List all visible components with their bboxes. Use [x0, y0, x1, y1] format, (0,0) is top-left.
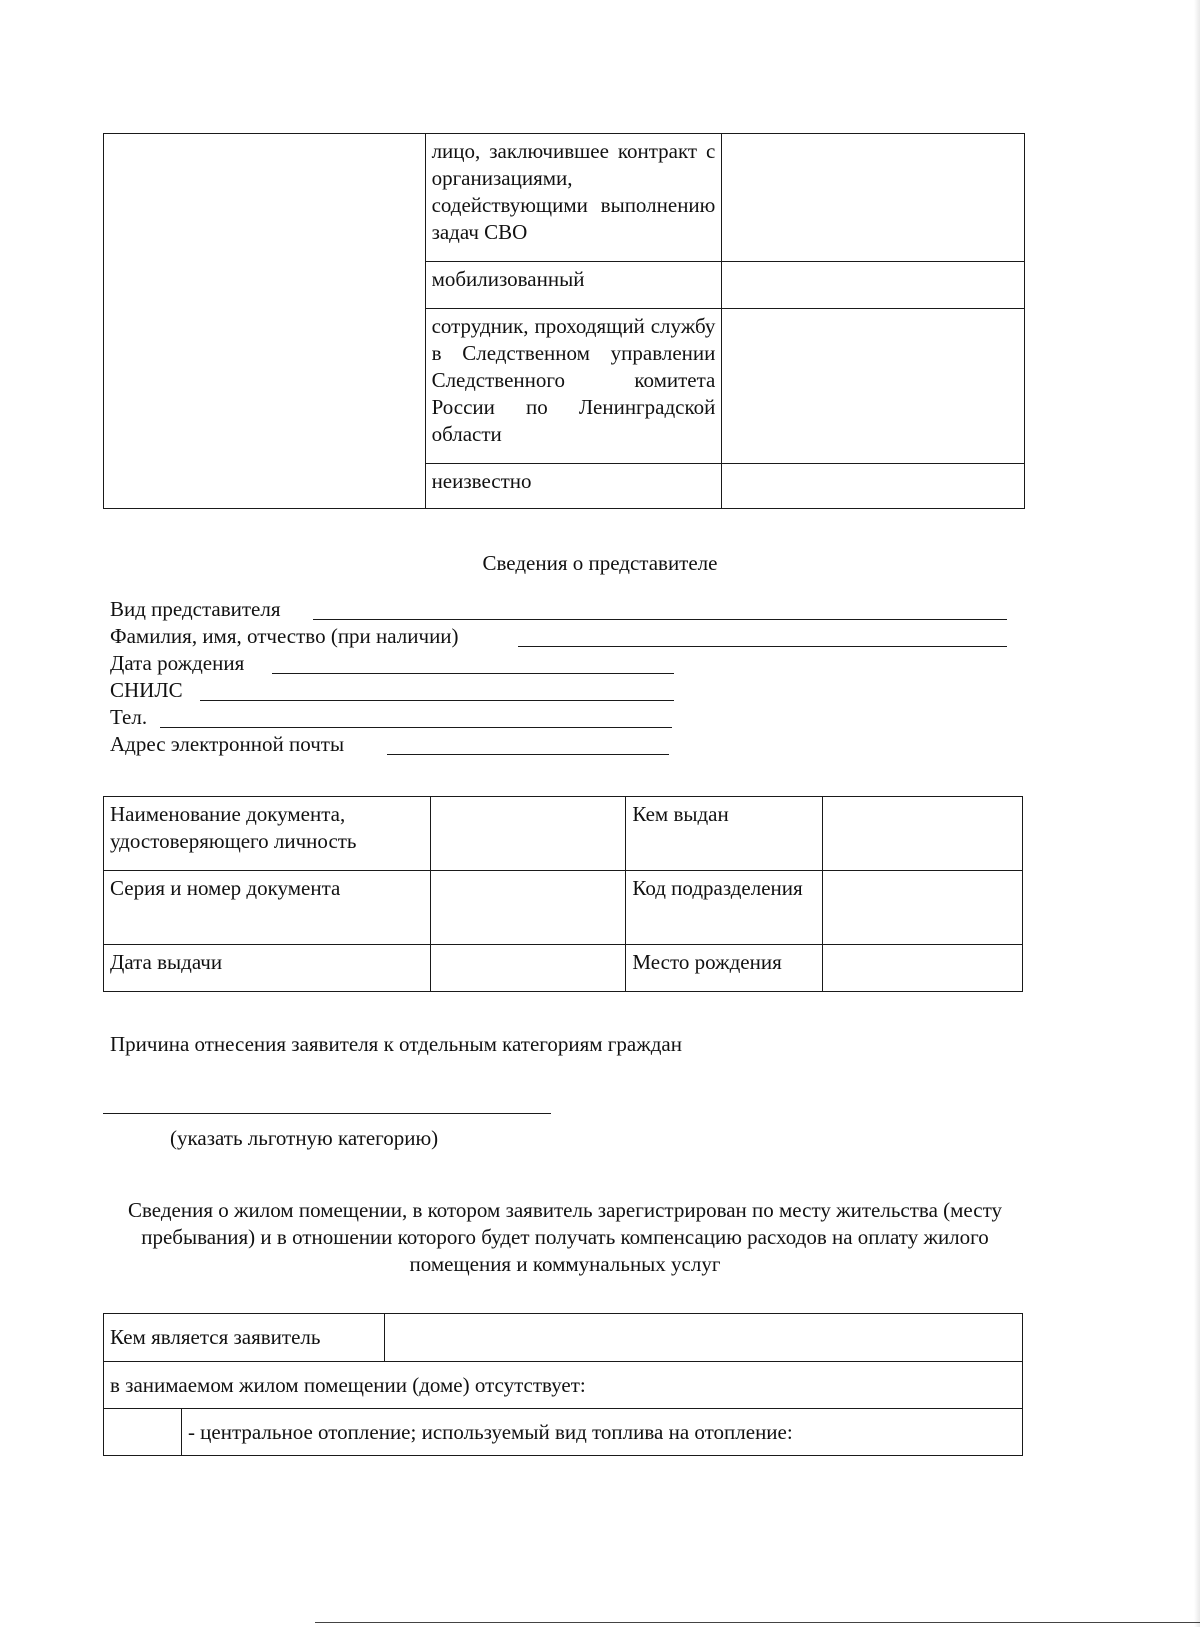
housing-heading: Сведения о жилом помещении, в котором заявитель зарегистрирован по месту жительства (месту пребывания) и в отношении которого будет получать компенсацию расходов на оплату жилого помещения и коммунальных услуг — [128, 1198, 1002, 1276]
central-heating-checkbox[interactable] — [104, 1409, 182, 1456]
issued-by-value[interactable] — [823, 797, 1023, 871]
representative-birthdate-label: Дата рождения — [110, 651, 245, 675]
applicant-role-label: Кем является заявитель — [104, 1314, 385, 1362]
issue-date-value[interactable] — [430, 945, 626, 992]
dept-code-value[interactable] — [823, 871, 1023, 945]
applicant-role-value[interactable] — [384, 1314, 1022, 1362]
representative-email-label: Адрес электронной почты — [110, 732, 345, 756]
housing-table — [103, 1313, 1023, 1456]
category-option-unknown-mark[interactable] — [722, 464, 1025, 509]
representative-fullname-field[interactable] — [518, 646, 1007, 647]
birth-place-value[interactable] — [823, 945, 1023, 992]
category-option-contract-mark[interactable] — [722, 134, 1025, 262]
scan-edge-shadow — [1194, 0, 1200, 1627]
category-reason-label: Причина отнесения заявителя к отдельным категориям граждан — [110, 1032, 682, 1056]
representative-snils-field[interactable] — [200, 700, 674, 701]
representative-type-label: Вид представителя — [110, 597, 281, 621]
representative-email-field[interactable] — [387, 754, 669, 755]
identity-document-table — [103, 796, 1023, 992]
series-number-label: Серия и номер документа — [104, 871, 431, 945]
category-reason-hint: (указать льготную категорию) — [170, 1126, 439, 1150]
category-option-investigator — [425, 309, 722, 464]
category-option-investigator-mark[interactable] — [722, 309, 1025, 464]
series-number-value[interactable] — [430, 871, 626, 945]
category-table — [103, 133, 1025, 509]
doc-name-value[interactable] — [430, 797, 626, 871]
category-reason-field[interactable] — [103, 1113, 551, 1114]
representative-phone-field[interactable] — [160, 727, 672, 728]
representative-fullname-label: Фамилия, имя, отчество (при наличии) — [110, 624, 459, 648]
category-option-mobilized-mark[interactable] — [722, 262, 1025, 309]
doc-name-label: Наименование документа, удостоверяющего личность — [104, 797, 431, 871]
representative-heading: Сведения о представителе — [482, 551, 718, 575]
central-heating-label: - центральное отопление; используемый вид топлива на отопление: — [181, 1409, 1022, 1456]
category-option-label: мобилизованный — [431, 267, 585, 291]
category-table-empty-column — [104, 134, 426, 509]
category-option-label: лицо, заключившее контракт с организациями, содействующими выполнению задач СВО — [431, 139, 716, 244]
category-option-mobilized — [425, 262, 722, 309]
representative-phone-label: Тел. — [110, 705, 148, 729]
birth-place-label: Место рождения — [626, 945, 823, 992]
category-option-contract — [425, 134, 722, 262]
absent-utilities-label: в занимаемом жилом помещении (доме) отсутствует: — [104, 1362, 1023, 1409]
issue-date-label: Дата выдачи — [104, 945, 431, 992]
page-bottom-rule — [315, 1622, 1200, 1623]
representative-snils-label: СНИЛС — [110, 678, 183, 702]
category-option-unknown — [425, 464, 722, 509]
category-option-label: сотрудник, проходящий службу в Следственном управлении Следственного комитета России по Ленинградской области — [431, 314, 716, 446]
category-option-label: неизвестно — [431, 469, 532, 493]
dept-code-label: Код подразделения — [626, 871, 823, 945]
issued-by-label: Кем выдан — [626, 797, 823, 871]
representative-birthdate-field[interactable] — [272, 673, 674, 674]
representative-type-field[interactable] — [313, 619, 1007, 620]
